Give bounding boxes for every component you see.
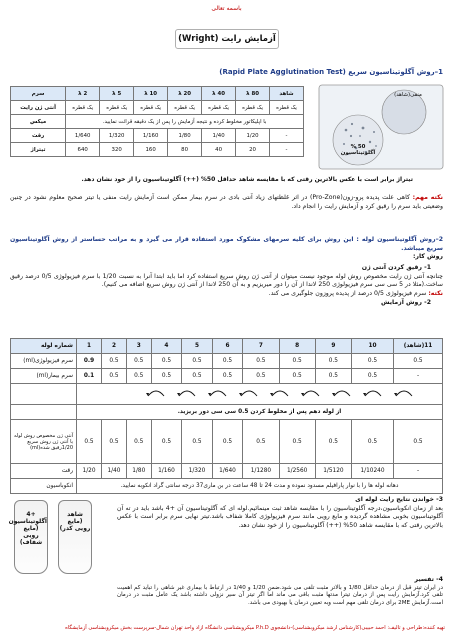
tube-header-cell: 3 — [126, 339, 151, 354]
tube-cell: 0.5 — [182, 420, 213, 464]
tube-incubate-row — [11, 479, 443, 494]
step2-heading: 2- روش آزمایش — [380, 298, 431, 306]
rapid-cell: 40 — [202, 143, 236, 157]
transfer-arrows-icon — [90, 384, 430, 402]
tube-cell: 0.5 — [212, 369, 243, 384]
rapid-cell: 1/20 — [236, 129, 270, 143]
tube-cell: 0.5 — [151, 369, 182, 384]
step1-note-label: نکته: — [428, 290, 443, 298]
basmala: باسمه تعالی — [211, 5, 242, 12]
rapid-header-cell: سرم — [11, 87, 66, 101]
rapid-titer-row — [11, 143, 304, 157]
rapid-cell: یک قطره — [100, 101, 134, 115]
tube-cell: 0.5 — [279, 354, 315, 369]
rapid-mix-text: با اپلیکاتور مخلوط کرده و نتیجه آزمایش را پس از یک دقیقه قرائت نمایید. — [66, 115, 304, 129]
tube-cell: 1/40 — [102, 464, 127, 479]
section3-block — [117, 496, 443, 531]
section1-heading-en: (Rapid Plate Agglutination Test) — [219, 68, 346, 76]
tube-cell: 0.5 — [394, 420, 443, 464]
rapid-row-label: آنتی ژن رایت — [11, 101, 66, 115]
tube-cell: 0.5 — [315, 369, 351, 384]
rapid-row-label: رقت — [11, 129, 66, 143]
step1-heading: 1- رقیق کردن آنتی ژن — [361, 264, 431, 271]
rapid-row-label: میکس — [11, 115, 66, 129]
agglutination-slide-image — [318, 84, 444, 170]
tube-cell: 1/80 — [126, 464, 151, 479]
tube-cell: 0.5 — [126, 369, 151, 384]
tube-cell: 0.5 — [182, 369, 213, 384]
tube-header-cell: 11(شاهد) — [394, 339, 443, 354]
tube-row-label-empty — [11, 384, 77, 405]
tube-header-cell: 7 — [243, 339, 279, 354]
tube-header-cell: 1 — [77, 339, 102, 354]
rapid-header-cell: 10 λ — [134, 87, 168, 101]
tube-cell: 0.5 — [315, 354, 351, 369]
tube-cell: 0.5 — [394, 354, 443, 369]
tube-cell: 0.5 — [243, 420, 279, 464]
tube-cell: 1/160 — [151, 464, 182, 479]
tube-header-cell: 9 — [315, 339, 351, 354]
tube-cell: 0.5 — [212, 420, 243, 464]
tube-row-label: سرم بیمار(ml) — [11, 369, 77, 384]
tube-cell: 0.5 — [126, 354, 151, 369]
section2-heading-text: 2–روش آگلوتیناسیون لوله : این روش برای کلیه سرمهای مشکوک مورد استفاده قرار می گیرد و به مراتب حساستر از روش آگلوتیناسیون سریع میباشد. — [10, 236, 443, 252]
tube-cell: 1/10240 — [352, 464, 394, 479]
section4-text: در ایران تیتر قبل از درمان حداقل 1/80 و بالاتر مثبت تلقی می شود.ضمن 1/20 و 1/40 در ارتباط با بیماری غیر شاهی را تباید کم اهمیت تلقی کرد.آزمایش رایت پس از درمان تیترا مدتها مثبت باقی می ماند اما اگر تیتر آن سیر نزولی داشته باشد یک عامل مثبت در درمان است.آزمایش 2ME برای درمان تلقی مهم است وبه تعیین درمان یا بهبودی می باشد. — [117, 584, 443, 606]
control-tube-label: شاهد (مایع رویی کدر) — [59, 511, 91, 532]
discard-instruction: از لوله دهم پس از مخلوط کردن 0.5 سی سی دور بریزید. — [77, 405, 443, 420]
section4-heading: 4- تفسیر — [414, 576, 443, 583]
tube-cell: 1/2560 — [279, 464, 315, 479]
positive-tube-image — [8, 500, 48, 574]
tube-antigen-row — [11, 420, 443, 464]
section1-heading-fa: 1–روش آگلوتیناسیون سریع — [348, 68, 443, 76]
rapid-cell: یک قطره — [134, 101, 168, 115]
tube-row-label: انکوباسیون — [11, 479, 77, 494]
positive-tube-label: +4 آگلوتیناسیون (مایع رویی شفاف) — [8, 511, 47, 546]
tube-cell: 0.5 — [279, 420, 315, 464]
tube-header-cell: 10 — [352, 339, 394, 354]
incubation-instruction: دهانه لوله ها را با نوار پارافیلم مسدود نموده و مدت 24 تا 48 ساعت در بن ماری37 درجه سانتی گراد انکوبه نمایید. — [77, 479, 443, 494]
rapid-cell: یک قطره — [270, 101, 304, 115]
rapid-cell: - — [270, 143, 304, 157]
rapid-cell: یک قطره — [168, 101, 202, 115]
rapid-antigen-row — [11, 101, 304, 115]
tube-cell: 0.5 — [352, 354, 394, 369]
titer-note: تیتراژ برابر است با عکس بالاترین رقتی که با مقایسه شاهد حداقل 50% (++) آگلوتیناسیون را از خود نشان دهد. — [81, 176, 413, 183]
rapid-cell: 1/160 — [134, 129, 168, 143]
method-label: روش کار: — [412, 253, 443, 261]
tube-cell: 0.5 — [352, 420, 394, 464]
tube-test-table — [10, 338, 443, 494]
rapid-row-label: تیتراژ — [11, 143, 66, 157]
rapid-cell: یک قطره — [236, 101, 270, 115]
tube-cell: 0.5 — [315, 420, 351, 464]
tube-cell: 0.5 — [102, 420, 127, 464]
rapid-cell: یک قطره — [66, 101, 100, 115]
rapid-cell: - — [270, 129, 304, 143]
tube-cell: 0.1 — [77, 369, 102, 384]
tube-cell: 0.5 — [212, 354, 243, 369]
rapid-header-cell: 5 λ — [100, 87, 134, 101]
rapid-cell: 640 — [66, 143, 100, 157]
tube-cell: 1/320 — [182, 464, 213, 479]
rapid-header-cell: 20 λ — [168, 87, 202, 101]
section4-block — [117, 576, 443, 607]
tube-cell: 0.5 — [243, 369, 279, 384]
transfer-arrows-row — [11, 384, 443, 405]
rapid-dilution-row — [11, 129, 304, 143]
tube-cell: 1/640 — [212, 464, 243, 479]
tube-cell: 0.9 — [77, 354, 102, 369]
rapid-test-table — [10, 86, 304, 157]
step1-block — [10, 264, 443, 307]
rapid-header-cell: شاهد — [270, 87, 304, 101]
tube-cell: 0.5 — [77, 420, 102, 464]
tube-header-cell: 5 — [182, 339, 213, 354]
control-tube-image — [58, 500, 92, 574]
rapid-cell: 320 — [100, 143, 134, 157]
tube-cell: 0.5 — [182, 354, 213, 369]
step1-note-text: سرم فیزیولوژی 0/5 درصد از پدیده پروزون جلوگیری می کند. — [268, 290, 427, 298]
rapid-cell: 1/40 — [202, 129, 236, 143]
rapid-cell: 160 — [134, 143, 168, 157]
tube-cell: 1/5120 — [315, 464, 351, 479]
rapid-cell: 1/640 — [66, 129, 100, 143]
rapid-mix-row — [11, 115, 304, 129]
tube-row-label: آنتی ژن مخصوص روش لوله یا آنتی ژن روش سریع 1/20رقیق شده(ml) — [11, 420, 77, 464]
transfer-arrows-cell — [77, 384, 443, 405]
tube-cell: - — [394, 464, 443, 479]
tube-serum-row — [11, 369, 443, 384]
section3-text: بعد از زمان انکوباسیون،درجه آگلوتیناسیون را با مقایسه شاهد ثبت مینمائیم.لوله ای که آگلوتیناسیون آن +4 باشد باید در ته آن آگلوتیناسیون بخوبی مشاهده گردیده و مایع رویی مانند سرم فیزیولوژی کاملا شفاف باشد.تیتر نهایی سرم برابر است با عکس بالاترین رقتی که با مقایسه شاهد 50% (++) آگلوتیناسیون را از خود نشان دهد. — [117, 504, 443, 530]
step1-text: چنانچه آنتی ژن رایت مخصوص روش لوله موجود نیست میتوان از آنتی ژن روش سریع استفاده کرد اما باید ابتدا آنرا به نسبت 1/20 با سرم فیزیولوژی 0/5 درصد رقیق ساخت.(مثلا در 5 سی سی سرم فیزیولوژی 250 لاندا از آن را دور میریزیم و به آن 250 لاندا از آنتی ژن روش سریع اضافه می کنیم). — [10, 272, 443, 289]
tube-cell: 0.5 — [102, 369, 127, 384]
rapid-cell: یک قطره — [202, 101, 236, 115]
slide-label-positive: 50 % آگلوتیناسیون — [340, 144, 376, 156]
tube-header-cell: 6 — [212, 339, 243, 354]
tube-cell: 0.5 — [126, 420, 151, 464]
tube-cell: 0.5 — [151, 420, 182, 464]
rapid-cell: 80 — [168, 143, 202, 157]
prozone-warning — [10, 194, 443, 211]
tube-row-label: رقت — [11, 464, 77, 479]
tube-header-row — [11, 339, 443, 354]
tube-cell: 0.5 — [102, 354, 127, 369]
tube-cell: 0.5 — [279, 369, 315, 384]
slide-label-negative: منفی(شاهد) — [394, 92, 422, 98]
rapid-table-header-row — [11, 87, 304, 101]
tube-saline-row — [11, 354, 443, 369]
tube-discard-row — [11, 405, 443, 420]
rapid-cell: 20 — [236, 143, 270, 157]
page-title: آزمایش رایت (Wright) — [175, 29, 279, 49]
rapid-cell: 1/320 — [100, 129, 134, 143]
tube-cell: 0.5 — [243, 354, 279, 369]
warning-label: نکته مهم: — [412, 194, 443, 201]
rapid-cell: 1/80 — [168, 129, 202, 143]
tube-cell: 1/20 — [77, 464, 102, 479]
section3-heading: 3- خواندن نتایج رایت لوله ای — [355, 496, 443, 503]
tube-cell: - — [394, 369, 443, 384]
section1-heading — [219, 68, 443, 76]
tube-row-label: شماره لوله — [11, 339, 77, 354]
section2-heading — [10, 236, 443, 262]
warning-text: کاهی علت پدیده پرو-زون(Pro-Zone) در اثر غلظتهای زیاد آنتی بادی در سرم بیمار ممکن است آزمایش رایت منفی یا تیتر صحیح معلوم نشود در چنین وضعیتی باید سرم را رقیق کرد و آزمایش رایت را انجام داد. — [10, 194, 443, 210]
tube-cell: 0.5 — [352, 369, 394, 384]
tube-header-cell: 2 — [102, 339, 127, 354]
tube-dilution-row — [11, 464, 443, 479]
tube-header-cell: 8 — [279, 339, 315, 354]
tube-header-cell: 4 — [151, 339, 182, 354]
tube-cell: 1/1280 — [243, 464, 279, 479]
author-footer: تهیه کننده:طراحی و تالیف: احمد حبیبی(کارشناس ارشد میکروبشناسی)-دانشجوی P.h.D میکروبشناسی دانشگاه ازاد واحد تهران شمال-سرپرست بخش میکروبشناسی آزمایشگاه — [65, 625, 445, 631]
rapid-header-cell: 40 λ — [202, 87, 236, 101]
rapid-header-cell: 80 λ — [236, 87, 270, 101]
rapid-header-cell: 2 λ — [66, 87, 100, 101]
tube-row-label: سرم فیزیولوژی(ml) — [11, 354, 77, 369]
tube-cell: 0.5 — [151, 354, 182, 369]
tube-row-label-empty — [11, 405, 77, 420]
